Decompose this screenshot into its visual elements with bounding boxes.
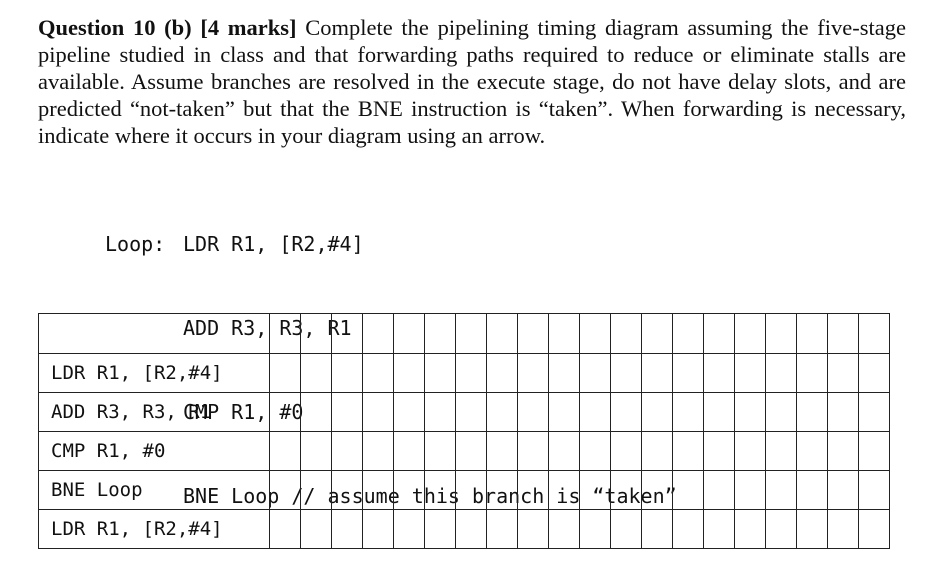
stage-cell[interactable] [301,510,332,549]
stage-cell[interactable] [828,471,859,510]
cycle-header-cell [642,314,673,354]
stage-cell[interactable] [425,510,456,549]
stage-cell[interactable] [735,354,766,393]
stage-cell[interactable] [859,471,890,510]
code-instruction: BNE Loop // assume this branch is “taken” [183,484,677,508]
stage-cell[interactable] [642,510,673,549]
stage-cell[interactable] [270,432,301,471]
cycle-header-cell [487,314,518,354]
stage-cell[interactable] [270,510,301,549]
stage-cell[interactable] [580,510,611,549]
cycle-header-cell [425,314,456,354]
cycle-header-cell [456,314,487,354]
stage-cell[interactable] [487,471,518,510]
stage-cell[interactable] [766,393,797,432]
stage-cell[interactable] [270,471,301,510]
stage-cell[interactable] [549,432,580,471]
stage-cell[interactable] [704,354,735,393]
stage-cell[interactable] [549,471,580,510]
stage-cell[interactable] [797,432,828,471]
stage-cell[interactable] [611,432,642,471]
stage-cell[interactable] [487,393,518,432]
stage-cell[interactable] [859,393,890,432]
stage-cell[interactable] [332,354,363,393]
stage-cell[interactable] [301,354,332,393]
cycle-header-cell [735,314,766,354]
stage-cell[interactable] [425,393,456,432]
stage-cell[interactable] [518,510,549,549]
stage-cell[interactable] [301,432,332,471]
stage-cell[interactable] [735,471,766,510]
cycle-header-cell [580,314,611,354]
stage-cell[interactable] [859,510,890,549]
stage-cell[interactable] [580,471,611,510]
stage-cell[interactable] [673,432,704,471]
stage-cell[interactable] [301,471,332,510]
code-line-1 [105,230,677,258]
question-text [38,14,906,149]
instruction-cell: LDR R1, [R2,#4] [39,354,270,393]
cycle-header-cell [673,314,704,354]
stage-cell[interactable] [270,393,301,432]
stage-cell[interactable] [580,393,611,432]
stage-cell[interactable] [487,354,518,393]
stage-cell[interactable] [456,432,487,471]
table-row [39,510,890,549]
stage-cell[interactable] [394,471,425,510]
stage-cell[interactable] [611,393,642,432]
stage-cell[interactable] [549,393,580,432]
stage-cell[interactable] [673,510,704,549]
stage-cell[interactable] [518,393,549,432]
stage-cell[interactable] [766,432,797,471]
cycle-header-cell [611,314,642,354]
stage-cell[interactable] [797,393,828,432]
stage-cell[interactable] [580,432,611,471]
cycle-header-cell [301,314,332,354]
stage-cell[interactable] [766,354,797,393]
stage-cell[interactable] [735,393,766,432]
table-row [39,432,890,471]
code-instruction: CMP R1, #0 [183,400,304,424]
stage-cell[interactable] [301,393,332,432]
stage-cell[interactable] [704,510,735,549]
cycle-header-cell [363,314,394,354]
header-row [39,314,890,354]
question-number: Question 10 (b) [4 marks] [38,15,297,40]
cycle-header-cell [704,314,735,354]
question-body: Complete the pipelining timing diagram assuming the five-stage pipeline studied in class and that forwarding paths required to reduce or eliminate stalls are available. Assume branches are resolved in the execute stage, do not have delay slots, and are predicted “not-taken” but that the BNE instruction is “taken”. When forwarding is necessary, indicate where it occurs in your diagram using an arrow. [38,15,906,148]
stage-cell[interactable] [704,432,735,471]
cycle-header-cell [797,314,828,354]
stage-cell[interactable] [456,510,487,549]
stage-cell[interactable] [580,354,611,393]
stage-cell[interactable] [735,510,766,549]
stage-cell[interactable] [735,432,766,471]
stage-cell[interactable] [425,471,456,510]
table-row [39,393,890,432]
pipeline-timing-diagram [38,313,890,549]
cycle-header-cell [518,314,549,354]
stage-cell[interactable] [394,393,425,432]
stage-cell[interactable] [642,471,673,510]
stage-cell[interactable] [797,510,828,549]
stage-cell[interactable] [363,354,394,393]
stage-cell[interactable] [270,354,301,393]
stage-cell[interactable] [673,354,704,393]
cycle-header-cell [394,314,425,354]
stage-cell[interactable] [518,354,549,393]
cycle-header-cell [549,314,580,354]
stage-cell[interactable] [642,432,673,471]
stage-cell[interactable] [611,354,642,393]
cycle-header-cell [332,314,363,354]
stage-cell[interactable] [518,432,549,471]
instruction-cell: BNE Loop [39,471,270,510]
stage-cell[interactable] [456,393,487,432]
instruction-cell: LDR R1, [R2,#4] [39,510,270,549]
stage-cell[interactable] [611,510,642,549]
stage-cell[interactable] [332,393,363,432]
stage-cell[interactable] [673,471,704,510]
stage-cell[interactable] [518,471,549,510]
stage-cell[interactable] [456,471,487,510]
stage-cell[interactable] [363,471,394,510]
stage-cell[interactable] [642,354,673,393]
stage-cell[interactable] [425,354,456,393]
stage-cell[interactable] [797,354,828,393]
cycle-header-cell [828,314,859,354]
cycle-header-cell [766,314,797,354]
table-row [39,471,890,510]
instruction-cell: ADD R3, R3, R1 [39,393,270,432]
stage-cell[interactable] [394,432,425,471]
stage-cell[interactable] [797,471,828,510]
stage-cell[interactable] [332,471,363,510]
stage-cell[interactable] [828,432,859,471]
stage-cell[interactable] [425,432,456,471]
stage-cell[interactable] [704,393,735,432]
stage-cell[interactable] [332,510,363,549]
stage-cell[interactable] [673,393,704,432]
stage-cell[interactable] [704,471,735,510]
cycle-header-cell [859,314,890,354]
stage-cell[interactable] [549,510,580,549]
stage-cell[interactable] [487,432,518,471]
cycle-header-cell [270,314,301,354]
stage-cell[interactable] [549,354,580,393]
stage-cell[interactable] [456,354,487,393]
stage-cell[interactable] [332,432,363,471]
code-instruction: LDR R1, [R2,#4] [183,232,364,256]
stage-cell[interactable] [859,432,890,471]
stage-cell[interactable] [828,354,859,393]
stage-cell[interactable] [394,354,425,393]
stage-cell[interactable] [487,510,518,549]
header-instruction-cell [39,314,270,354]
stage-cell[interactable] [611,471,642,510]
stage-cell[interactable] [363,432,394,471]
table-row [39,354,890,393]
stage-cell[interactable] [394,510,425,549]
loop-label: Loop: [105,232,166,256]
stage-cell[interactable] [828,393,859,432]
stage-cell[interactable] [363,510,394,549]
stage-cell[interactable] [766,510,797,549]
stage-cell[interactable] [766,471,797,510]
stage-cell[interactable] [859,354,890,393]
stage-cell[interactable] [828,510,859,549]
code-instruction: ADD R3, R3, R1 [183,316,352,340]
stage-cell[interactable] [642,393,673,432]
stage-cell[interactable] [363,393,394,432]
instruction-cell: CMP R1, #0 [39,432,270,471]
